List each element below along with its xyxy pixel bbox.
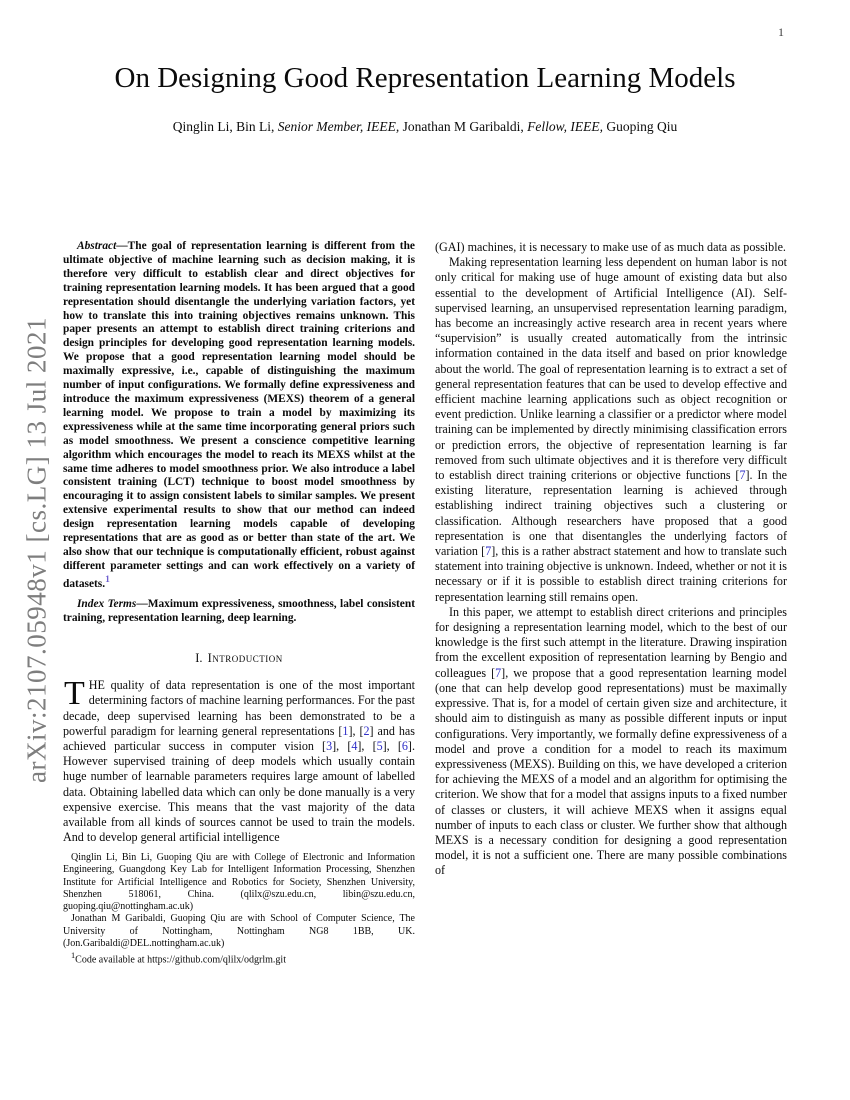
footnote-code <box>63 950 415 967</box>
author-membership-note: Senior Member, IEEE, <box>277 119 400 134</box>
intro-paragraph-1-continued: (GAI) machines, it is necessary to make use of as much data as possible. <box>435 240 786 254</box>
section-heading-introduction <box>63 651 415 666</box>
paper-header <box>0 0 850 135</box>
intro-paragraph-2: Making representation learning less dependent on human labor is not only critical for making use of huge amount of existing data but also essential to the development of Artificial Intelligence (AI). Self-supervised learning, an unsupervised representation learning paradigm, has become an increasingly active research area in recent years where “supervision” is usually created automatically from the intrinsic information contained in the data itself and based on prior knowledge about the world. The goal of representation learning is to extract a set of general representation features that can be used to develop effective and efficient machine learning applications such as object recognition or event prediction. Unlike learning a classifier or a predictor where model training can be implemented by directly minimising classification errors or prediction errors, the objective of representation learning is far removed from such ultimate objectives and it is therefore very difficult to establish direct training criterions or objective functions [7]. In the existing literature, representation learning is achieved through establishing indirect training objectives such a clustering or classification. Although researchers have proposed that a good representation is one that disentangles the underlying factors of variation [7], this is a rather abstract statement and how to translate such statement into training objective is unknown. Indeed, whether or not it is necessary or if it is possible to establish direct training criterions for representation learning still remains open. <box>435 255 787 604</box>
citation-link[interactable]: 7 <box>739 468 746 483</box>
section-number: I. <box>195 651 203 666</box>
citation-link[interactable]: 7 <box>495 665 502 680</box>
author-names: Jonathan M Garibaldi, <box>399 119 528 134</box>
abstract-paragraph <box>63 240 415 591</box>
intro-paragraph-3: In this paper, we attempt to establish direct criterions and principles for designing a representation learning model, which to the best of our knowledge is the first such attempt in the literature. Drawing inspiration from the excellent exposition of representation learning by Bengio and colleagues [7], we propose that a good representation learning model (one that can help develop good representations) must be maximally expressive. That is, for a model of certain given size and architecture, it should aim to distinguish as many as possible different inputs or input configurations. Very importantly, we formally define expressiveness of a model and prove a condition for a model to reach its maximum expressiveness (MEXS). Building on this, we have developed a criterion for achieving the MEXS of a model and an algorithm for optimising the criterion. We show that for a model that assigns inputs to a fixed number of classes or clusters, it will achieve MEXS when it assigns equal number of inputs to each class or cluster. We further show that although MEXS is a necessary condition for designing a good representation model, it is not a sufficient one. There are many possible combinations of <box>435 604 788 878</box>
right-column <box>435 240 787 1100</box>
index-terms-label: Index Terms <box>77 598 137 611</box>
citation-link[interactable]: 2 <box>363 723 370 738</box>
citation-link[interactable]: 3 <box>326 739 333 754</box>
intro-paragraph-1: THE quality of data representation is one of the most important determining factors of machine learning performances. For the past decade, deep supervised learning has been demonstrated to be a powerful paradigm for learning general representations [1], [2] and has achieved particular success in computer vision [3], [4], [5], [6]. However supervised training of deep models which usually contain huge number of learnable parameters requires large amount of labelled data. Obtaining labelled data which can only be done manually is a very expensive exercise. This means that the vast majority of the data available from all kinds of sources cannot be used to train the models. And to develop general artificial intelligence <box>63 675 415 845</box>
author-membership-note: Fellow, IEEE, <box>527 119 603 134</box>
author-names: Guoping Qiu <box>602 119 678 134</box>
paper-title: On Designing Good Representation Learning Models <box>114 62 736 94</box>
footnote-affiliation-2: Jonathan M Garibaldi, Guoping Qiu are with School of Computer Science, The University of Nottingham, Nottingham NG8 1BB, UK. (Jon.Garibaldi@DEL.nottingham.ac.uk) <box>63 913 415 950</box>
footnote-affiliation-1: Qinglin Li, Bin Li, Guoping Qiu are with College of Electronic and Information Engineering, Guangdong Key Lab for Intelligent Information Processing, Shenzhen Institute for Artificial Intelligence and Robotics for Society, Shenzhen University, Shenzhen 518061, China. (qlilx@szu.edu.cn, libin@szu.edu.cn, guoping.qiu@nottingham.ac.uk) <box>63 852 415 913</box>
section-title: Introduction <box>207 651 283 666</box>
citation-link[interactable]: 6 <box>401 739 408 754</box>
index-terms-text: —Maximum expressiveness, smoothness, label consistent training, representation learning, deep learning. <box>63 598 415 625</box>
author-line <box>0 119 850 135</box>
index-terms-paragraph <box>63 598 415 626</box>
footnote-ref-1[interactable]: 1 <box>105 574 110 585</box>
author-names: Qinglin Li, Bin Li, <box>172 119 278 134</box>
arxiv-watermark: arXiv:2107.05948v1 [cs.LG] 13 Jul 2021 <box>21 317 52 783</box>
left-column <box>63 240 415 1034</box>
citation-link[interactable]: 5 <box>376 739 383 754</box>
footnote-block <box>63 852 415 1034</box>
citation-link[interactable]: 7 <box>485 544 492 559</box>
citation-link[interactable]: 1 <box>342 723 349 738</box>
footnote-mark: 1 <box>71 951 76 961</box>
two-column-body <box>63 240 787 1100</box>
abstract-text: —The goal of representation learning is different from the ultimate objective of machine learning such as decision making, it is therefore very difficult to establish clear and direct objectives for training representation learning models. It has been argued that a good representation should disentangle the underlying variation factors, yet how to translate this into training objectives remains unknown. This paper presents an attempt to establish direct training criterions and design principles for developing good representation learning models. We propose that a good representation learning model should be maximally expressive, i.e., capable of distinguishing the maximum number of input configurations. We formally define expressiveness and introduce the maximum expressiveness (MEXS) theorem of a general learning model. We propose to train a model by maximizing its expressiveness while at the same time incorporating general priors such as model smoothness. We present a conscience competitive learning algorithm which encourages the model to reach its MEXS whilst at the same time adheres to model smoothness prior. We also introduce a label consistent training (LCT) technique to boost model smoothness by encouraging it to assign consistent labels to similar samples. We present extensive experimental results to show that our method can indeed design representation learning models capable of developing representations that are as good as or better than state of the art. We also show that our technique is computationally efficient, robust against different parameter settings and can work effectively on a variety of datasets. <box>63 240 415 590</box>
abstract-label: Abstract <box>77 240 117 252</box>
footnote-code-text: Code available at https://github.com/qlilx/odgrlm.git <box>75 954 286 966</box>
citation-link[interactable]: 4 <box>351 739 358 754</box>
page-number: 1 <box>778 25 784 39</box>
